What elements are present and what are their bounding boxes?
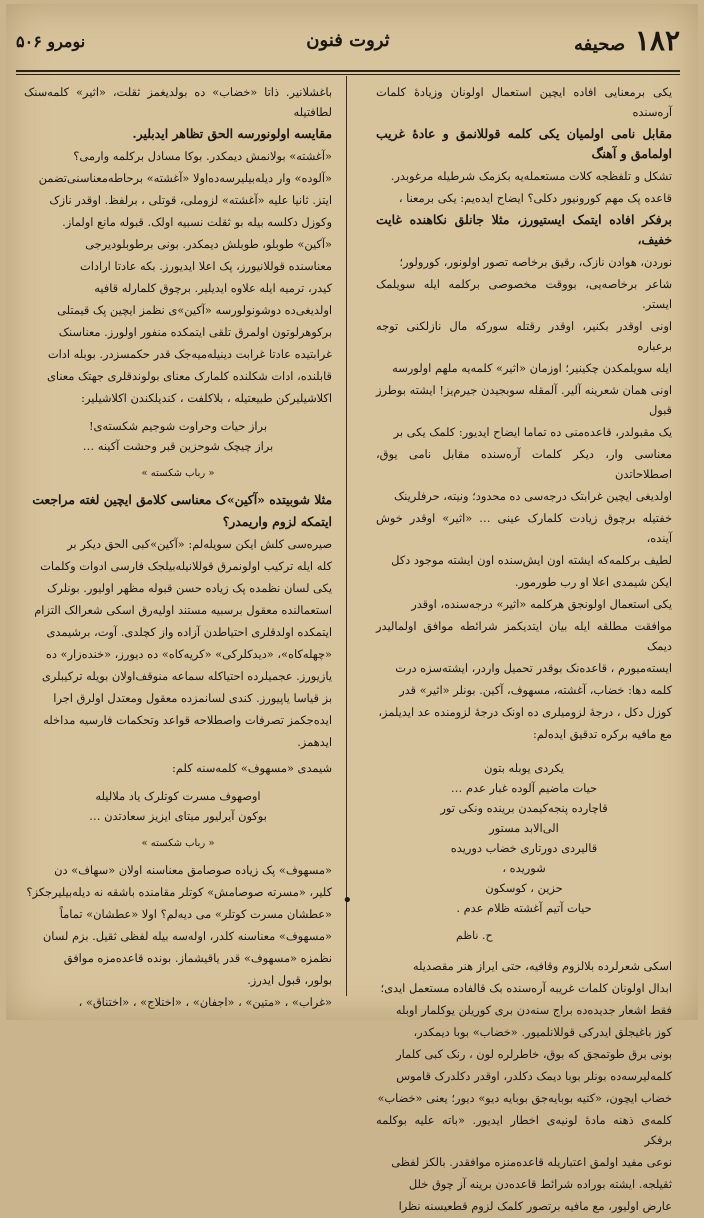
- paragraph: نظمزه «مسهوف» قدر یاقیشماز. بونده قاعده‌مزه موافق: [63, 951, 332, 965]
- paragraph: ایتز. ثانیا علیه «آغشته» لزوملی، قوتلی ، برلفظ. اوقدر نازک: [49, 193, 332, 207]
- paragraph: استعمالنده معقول برسبیه مستند اولیه‌رق اسکی شعرالک التزام: [34, 603, 332, 617]
- header-rule: [16, 70, 680, 72]
- paragraph: «آکین» طوبلو، طوبلش دیمکدر. بونی برطوبلودیرجی: [85, 237, 332, 251]
- paragraph: یکی لسان نظمده پک زیاده حسن قبوله مظهر اولیور. بونلرک: [47, 581, 332, 595]
- paragraph: بولور، قبول ایدرز.: [247, 973, 332, 987]
- paragraph: اونی اوقدر بکنیر، اوقدر رقتله سورکه مال نازلکنی توجه برعباره: [376, 319, 672, 353]
- paragraph: ثقیلجه. ایشته بوراده شرائط قاعده‌دن برینه آز چوق خلل: [408, 1177, 672, 1191]
- paragraph: کوز باغیجلق ایدرکی قوللانلمیور. «خضاب» بوبا دیمکدر،: [413, 1025, 672, 1039]
- column-divider: [346, 76, 347, 996]
- paragraph: مثلا شوبیتده «آکین»ک معناسی کلامق ایچین لغته مراجعت: [32, 492, 332, 507]
- verse-source: « رباب شکسته »: [141, 468, 215, 479]
- paragraph: شیمدی «مسهوف» کلمه‌سنه کلم:: [171, 761, 332, 775]
- paragraph: ایدهمز.: [297, 735, 332, 749]
- paragraph: «غراب» ، «متین» ، «اجفان» ، «اختلاج» ، «اختناق» ،: [78, 995, 332, 1009]
- poem-line: یکردی یوبله بتون: [484, 761, 564, 775]
- paragraph: اولدیغی‌ده دوشونولورسه «آکین»ی نظمز ایچین پک قیمتلی: [57, 303, 332, 317]
- paragraph: موافقت مطلقه ایله بیان ایتدیکمز شرائطه موافق اولمالیدر دیمک: [376, 619, 672, 653]
- paragraph: قابلنده، ادات شکلنده کلمارک معنای بولوندقلری جهتک معنای: [46, 369, 332, 383]
- paragraph: بونی برق طوتمجق که بوق، خاطرلره لون ، رنک کبی کلمار: [396, 1047, 672, 1061]
- paragraph: معناسی وار، دیکر کلمات آره‌سنده مقابل نامی یوق، اصطلاحاتدن: [376, 447, 672, 481]
- newspaper-page: [6, 4, 698, 1213]
- paragraph: خفتیله برچوق زیادت کلمارک عینی … «اثیر» اوقدر خوش آینده،: [376, 511, 672, 545]
- paragraph: ابدال اولونان کلمات غریبه آره‌سنده بک قالفاده مستعمل ایدی؛: [380, 981, 672, 995]
- paragraph: لطیف برکلمه‌که ایشته اون ایش‌سنده اون ایشته موجود دکل: [391, 553, 672, 567]
- paragraph: اولدیغی ایچین غرابتک درجه‌سی ده محدود؛ ونیته، حرفلرینک: [393, 489, 672, 503]
- paragraph: یازیورز. عجمیلرده احتیاکله سماعه منوقف‌اولان بویله ترکیبلری: [41, 669, 332, 683]
- page-number: ۱۸۲: [634, 24, 680, 57]
- paragraph: ایکن شیمدی اعلا او رب طورمور.: [514, 575, 672, 589]
- paragraph: یکی استعمال اولونجق هرکلمه «اثیر» درجه‌سنده، اوقدر: [411, 597, 672, 611]
- poem-signature: ح. ناظم: [456, 929, 493, 942]
- poem-line: حیات ماضیم آلوده غبار عدم …: [450, 781, 598, 795]
- paragraph: یک مقبولدر، قاعده‌منی ده تماما ایضاح ایدیور: کلمک یکی بر: [393, 425, 672, 439]
- paragraph: صیره‌سی کلش ایکن سویله‌لم: «آکین»کبی الحق دیکر بر: [67, 537, 332, 551]
- paragraph: اکلاشیلیرکن طبیعتیله ، بلاکلفت ، کندیلکندن اکلاشیلیر:: [81, 391, 332, 405]
- paragraph: شاعر برخاصه‌یی، بووقت مخصوصی برکلمه ایله سویلمک ایستر.: [376, 277, 672, 311]
- verse-source: « رباب شکسته »: [141, 838, 215, 849]
- page-word: صحیفه: [574, 34, 626, 55]
- paragraph: کلمه دها: خضاب، آغشته، مسهوف، آکین. بونلر «اثیر» قدر: [399, 683, 672, 697]
- paragraph: معناسنده قوللانیورز، پک اعلا ایدیورز. بکه عادتا ارادات: [80, 259, 332, 273]
- paragraph: «مسهوف» معناسنه کلدر، اوله‌سه بیله لفظی ثقیل. بزم لسان: [42, 929, 332, 943]
- poem-line: قالیردی دورتاری خضاب دوریده: [450, 841, 598, 855]
- paragraph: کلیر، «مسرته صوصامش» کوتلر مقامنده باشقه نه دیله‌بیلیرجکز؟: [26, 885, 332, 899]
- paragraph: بز قیاسا یاپیورز. کندی لسانمزده معقول ومعتدل اولرق اجرا: [53, 691, 332, 705]
- paragraph: وکوزل دکلسه بیله بو ثقلت نسبیه اولک. قبوله مانع اولماز.: [62, 215, 332, 229]
- paragraph: ایده‌جکمز تصرفات واصطلاحه قواعد وتحکمات فارسیه مداخله: [43, 713, 332, 727]
- paragraph: قاعده پک مهم کورونیور دکلی؟ ایضاح ایده‌یم: یکی برمعنا ،: [398, 191, 672, 205]
- paragraph: کوزل دکل ، درجهٔ لزومیلری ده اونک درجهٔ لزومنده عد ایدیلمز،: [378, 705, 672, 719]
- paragraph: «عطشان مسرت کوتلر» می دیه‌لم؟ اولا «عطشان» تماماً: [59, 907, 332, 921]
- poem-line: حزین ، کوسکون: [485, 881, 563, 895]
- paragraph: کلمه‌ی ذهنه مادهٔ لونیه‌ی اخطار ایدیور. «باته علیه بوکلمه برفکر: [376, 1113, 672, 1147]
- paragraph: کلمه‌لیرسه‌ده بونلر بوبا دیمک دکلدر، اوقدر دکلدرک قاموس: [396, 1069, 672, 1083]
- paragraph: «چهله‌کاه»، «دیدکلرکی» «کریه‌کاه» ده دیورز، «خنده‌زار» ده: [45, 647, 332, 661]
- verse-line: براز حیات وحراوت شوجیم شکسته‌ی!: [88, 419, 267, 433]
- verse-quote: [24, 786, 332, 826]
- paragraph: ایتمکه لزوم واریمدر؟: [222, 514, 332, 529]
- poem-line: شوریده ،: [502, 861, 546, 875]
- paragraph: برفکر افاده ایتمک ایستیورز، مثلا جانلق نکاهنده غایت خفیف،: [376, 212, 672, 247]
- poem-line: الی‌الابد مستور: [489, 821, 559, 835]
- issue-number: نومرو ۵۰۶: [16, 32, 86, 51]
- left-column: [24, 82, 332, 1014]
- paragraph: اسکی شعرلرده بلالزوم وقافیه، حتی ایراز هنر مقصدیله: [412, 959, 672, 973]
- paragraph: فقط اشعار جدیده‌ده براج سنه‌دن بری کوریلن یوکلمار اوبله: [395, 1003, 672, 1017]
- paragraph: خضاب ایچون، «کتیه بوبایه‌جق بوبایه دیو» دیور؛ یعنی «خضاب»: [377, 1091, 672, 1105]
- paragraph: کله ایله ترکیب اولونمرق قوللانیله‌بیلجک فارسی ادوات وکلمات: [40, 559, 332, 573]
- verse-quote: [24, 416, 332, 456]
- margin-bullet: •: [342, 890, 353, 911]
- page-header: [16, 18, 680, 66]
- paragraph: «مسهوف» پک زیاده صوصامق معناسنه اولان «سهاف» دن: [54, 863, 332, 877]
- paragraph: تشکل و تلفظجه کلات مستعمله‌یه بکزمک شرطیله مرغوبدر.: [390, 169, 672, 183]
- paragraph: مع مافیه برکره تدقیق ایده‌لم:: [532, 727, 672, 741]
- paragraph: عارض اولیور، مع مافیه برتصور کلمک لزوم قطعیسنه نظرا: [398, 1199, 672, 1213]
- paragraph: برکوهرلوتون اولمرق تلقی ایتمکده منفور اولورز. معناسنک: [58, 325, 332, 339]
- poem-line: قاچارده پنجه‌کیمدن برینده ونکی تور: [440, 801, 608, 815]
- paragraph: نوردن، هوادن نازک، رقیق برخاصه تصور اولونور، کورولور؛: [399, 255, 672, 269]
- paragraph: مقابل نامی اولمیان یکی کلمه قوللانمق و عادۀ غریب اولمامق و آهنگ: [376, 126, 672, 161]
- page-number-block: [574, 24, 680, 57]
- right-column: [376, 82, 672, 1218]
- verse-line: بوکون آیرلیور میتای ایزیز سعادتدن …: [89, 809, 267, 823]
- poem-line: حیات آتیم آغشته ظلام عدم .: [456, 901, 592, 915]
- paragraph: نوعی مفید اولمق اعتباریله قاعده‌منزه موافقدر. بالکز لفظی: [391, 1155, 672, 1169]
- paragraph: «آغشته» بولانمش دیمکدر. بوکا مسادل برکلمه وارمی؟: [73, 149, 332, 163]
- poem: [376, 758, 672, 918]
- paragraph: مقایسه اولونورسه الحق تظاهر ایدبلیر.: [132, 126, 332, 141]
- paragraph: ایسته‌میورم ، قاعده‌نک بوقدر تحمیل واردر، ایشته‌سزه درت: [395, 661, 672, 675]
- paragraph: اونی همان شعرینه آلیر. آلمقله سوبجیدن جیرم‌یز! ایشته بوطرز قبول: [376, 383, 672, 417]
- verse-line: براز چیچک شوحزین قبر وحشت آکینه …: [82, 439, 274, 453]
- paragraph: کیدر، ترمیه ایله علاوه ایدیلیر. برچوق کلمارله قافیه: [94, 281, 332, 295]
- paragraph: ایله سویلمکدن چکینیر؛ اوزمان «اثیر» کلمه‌یه ملهم اولورسه: [392, 361, 672, 375]
- verse-line: اوصهوف مسرت کوتلرک یاد ملالیله: [95, 789, 261, 803]
- paragraph: یکی برمعنایی افاده ایچین استعمال اولونان وزیادهٔ کلمات آره‌سنده: [376, 85, 672, 119]
- paragraph: ایتمکده اولدقلری احتیاطدن آزاده واز کچلدی. آوت، برشیمدی: [46, 625, 332, 639]
- paragraph: «آلوده» وار دیله‌بیلیرسه‌ده‌اولا «آغشته» برحاطه‌معناسنی‌تضمن: [38, 171, 332, 185]
- paragraph: غرابتیده عادتا غرابت دینیله‌میه‌جک قدر حکمسزدر. بوبله ادات: [47, 347, 332, 361]
- journal-title: ثروت فنون: [306, 30, 390, 51]
- header-rule-thin: [16, 74, 680, 75]
- paragraph: باغشلانیر. ذاتا «خضاب» ده بولدیغمز ثقلت، «اثیر» کلمه‌سنک لطافتیله: [24, 85, 332, 119]
